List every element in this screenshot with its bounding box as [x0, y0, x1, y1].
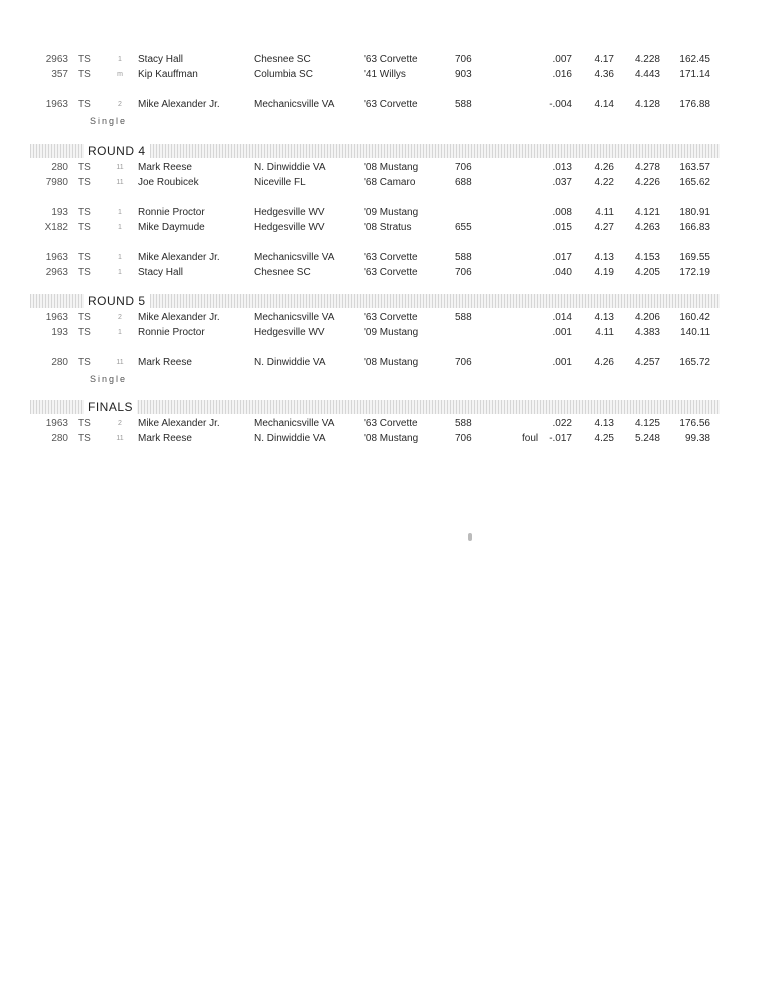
car-number: 193	[51, 207, 68, 218]
result-row	[0, 356, 768, 370]
hometown: Hedgesville WV	[254, 222, 325, 233]
round-title: ROUND 4	[84, 144, 150, 158]
speed-mph: 176.88	[679, 99, 710, 110]
result-row	[0, 417, 768, 431]
sixty-foot: 4.13	[594, 252, 614, 263]
driver-name: Mark Reese	[138, 433, 192, 444]
vehicle: '41 Willys	[364, 69, 406, 80]
result-row	[0, 432, 768, 446]
lane: 11	[116, 359, 124, 366]
vehicle: '68 Camaro	[364, 177, 416, 188]
elapsed-time: 4.125	[634, 418, 660, 429]
lane: 1	[118, 254, 122, 261]
hometown: N. Dinwiddie VA	[254, 162, 326, 173]
result-row	[0, 311, 768, 325]
driver-name: Kip Kauffman	[138, 69, 198, 80]
lane: m	[117, 71, 123, 78]
hometown: Columbia SC	[254, 69, 313, 80]
single-label: Single	[90, 116, 128, 126]
foul-flag: foul	[522, 433, 539, 444]
scan-smudge	[468, 533, 472, 541]
speed-mph: 176.56	[679, 418, 710, 429]
sixty-foot: 4.22	[594, 177, 614, 188]
class: TS	[78, 69, 91, 80]
lane: 1	[118, 224, 122, 231]
driver-name: Mark Reese	[138, 162, 192, 173]
class: TS	[78, 418, 91, 429]
lane: 11	[116, 435, 124, 442]
reaction-time: -.017	[549, 433, 572, 444]
driver-name: Mike Daymude	[138, 222, 205, 233]
round-title: FINALS	[84, 400, 137, 414]
car-number: 1963	[45, 312, 68, 323]
elapsed-time: 4.206	[634, 312, 660, 323]
elapsed-time: 4.443	[634, 69, 660, 80]
class: TS	[78, 222, 91, 233]
driver-name: Mike Alexander Jr.	[138, 418, 220, 429]
car-number: 280	[51, 433, 68, 444]
reaction-time: .016	[552, 69, 572, 80]
vehicle: '08 Mustang	[364, 433, 419, 444]
speed-mph: 166.83	[679, 222, 710, 233]
car-number: 2963	[45, 267, 68, 278]
elapsed-time: 4.121	[634, 207, 660, 218]
hometown: Hedgesville WV	[254, 207, 325, 218]
hometown: N. Dinwiddie VA	[254, 357, 326, 368]
sixty-foot: 4.11	[595, 207, 614, 218]
dial: 588	[455, 99, 472, 110]
reaction-time: .015	[552, 222, 572, 233]
lane: 1	[118, 269, 122, 276]
sixty-foot: 4.13	[594, 312, 614, 323]
car-number: 2963	[45, 54, 68, 65]
reaction-time: .040	[552, 267, 572, 278]
result-row	[0, 206, 768, 220]
result-row	[0, 221, 768, 235]
dial: 706	[455, 54, 472, 65]
speed-mph: 172.19	[679, 267, 710, 278]
dial: 706	[455, 357, 472, 368]
reaction-time: .001	[552, 327, 572, 338]
lane: 2	[118, 101, 122, 108]
car-number: 357	[51, 69, 68, 80]
car-number: 1963	[45, 418, 68, 429]
class: TS	[78, 207, 91, 218]
dial: 706	[455, 267, 472, 278]
driver-name: Ronnie Proctor	[138, 327, 205, 338]
driver-name: Mike Alexander Jr.	[138, 252, 220, 263]
class: TS	[78, 252, 91, 263]
speed-mph: 99.38	[684, 433, 710, 444]
sixty-foot: 4.19	[594, 267, 614, 278]
dial: 588	[455, 252, 472, 263]
round-title: ROUND 5	[84, 294, 150, 308]
speed-mph: 163.57	[679, 162, 710, 173]
reaction-time: .017	[552, 252, 572, 263]
vehicle: '08 Mustang	[364, 162, 419, 173]
vehicle: '63 Corvette	[364, 54, 418, 65]
dial: 688	[455, 177, 472, 188]
vehicle: '63 Corvette	[364, 312, 418, 323]
car-number: 193	[51, 327, 68, 338]
speed-mph: 165.72	[679, 357, 710, 368]
lane: 1	[118, 329, 122, 336]
result-row	[0, 68, 768, 82]
sixty-foot: 4.27	[594, 222, 614, 233]
reaction-time: .007	[552, 54, 572, 65]
lane: 2	[118, 420, 122, 427]
speed-mph: 165.62	[679, 177, 710, 188]
dial: 706	[455, 162, 472, 173]
class: TS	[78, 312, 91, 323]
hometown: Mechanicsville VA	[254, 99, 335, 110]
speed-mph: 140.11	[680, 327, 710, 338]
class: TS	[78, 162, 91, 173]
speed-mph: 169.55	[679, 252, 710, 263]
reaction-time: .014	[552, 312, 572, 323]
reaction-time: .013	[552, 162, 572, 173]
hometown: Niceville FL	[254, 177, 306, 188]
vehicle: '63 Corvette	[364, 252, 418, 263]
class: TS	[78, 54, 91, 65]
sixty-foot: 4.13	[594, 418, 614, 429]
sixty-foot: 4.17	[594, 54, 614, 65]
driver-name: Ronnie Proctor	[138, 207, 205, 218]
elapsed-time: 4.226	[634, 177, 660, 188]
vehicle: '63 Corvette	[364, 99, 418, 110]
driver-name: Stacy Hall	[138, 267, 184, 278]
dial: 588	[455, 312, 472, 323]
driver-name: Mike Alexander Jr.	[138, 312, 220, 323]
sixty-foot: 4.26	[594, 162, 614, 173]
sixty-foot: 4.25	[594, 433, 614, 444]
speed-mph: 160.42	[679, 312, 710, 323]
result-row	[0, 53, 768, 67]
elapsed-time: 4.263	[634, 222, 660, 233]
car-number: 1963	[45, 252, 68, 263]
elapsed-time: 4.205	[634, 267, 660, 278]
class: TS	[78, 99, 91, 110]
result-row	[0, 266, 768, 280]
reaction-time: .022	[552, 418, 572, 429]
result-row	[0, 251, 768, 265]
reaction-time: -.004	[549, 99, 572, 110]
elapsed-time: 4.153	[634, 252, 660, 263]
vehicle: '09 Mustang	[364, 327, 419, 338]
elapsed-time: 4.128	[634, 99, 660, 110]
speed-mph: 180.91	[679, 207, 710, 218]
lane: 1	[118, 209, 122, 216]
vehicle: '08 Mustang	[364, 357, 419, 368]
speed-mph: 162.45	[679, 54, 710, 65]
vehicle: '63 Corvette	[364, 418, 418, 429]
car-number: X182	[44, 222, 68, 233]
hometown: Mechanicsville VA	[254, 252, 335, 263]
elapsed-time: 5.248	[634, 433, 660, 444]
class: TS	[78, 177, 91, 188]
class: TS	[78, 267, 91, 278]
hometown: Hedgesville WV	[254, 327, 325, 338]
class: TS	[78, 327, 91, 338]
elapsed-time: 4.228	[634, 54, 660, 65]
vehicle: '09 Mustang	[364, 207, 419, 218]
dial: 588	[455, 418, 472, 429]
reaction-time: .008	[552, 207, 572, 218]
reaction-time: .001	[552, 357, 572, 368]
driver-name: Stacy Hall	[138, 54, 184, 65]
lane: 11	[116, 164, 124, 171]
car-number: 1963	[45, 99, 68, 110]
vehicle: '08 Stratus	[364, 222, 412, 233]
lane: 2	[118, 314, 122, 321]
sixty-foot: 4.14	[594, 99, 614, 110]
elapsed-time: 4.278	[634, 162, 660, 173]
result-row	[0, 176, 768, 190]
driver-name: Mark Reese	[138, 357, 192, 368]
dial: 706	[455, 433, 472, 444]
result-row	[0, 98, 768, 112]
sixty-foot: 4.11	[595, 327, 614, 338]
sixty-foot: 4.36	[594, 69, 614, 80]
dial: 903	[455, 69, 472, 80]
lane: 11	[116, 179, 124, 186]
hometown: Mechanicsville VA	[254, 418, 335, 429]
hometown: N. Dinwiddie VA	[254, 433, 326, 444]
class: TS	[78, 433, 91, 444]
class: TS	[78, 357, 91, 368]
single-label: Single	[90, 374, 128, 384]
elapsed-time: 4.383	[634, 327, 660, 338]
sixty-foot: 4.26	[594, 357, 614, 368]
car-number: 7980	[45, 177, 68, 188]
vehicle: '63 Corvette	[364, 267, 418, 278]
result-row	[0, 326, 768, 340]
driver-name: Joe Roubicek	[138, 177, 199, 188]
hometown: Mechanicsville VA	[254, 312, 335, 323]
reaction-time: .037	[552, 177, 572, 188]
driver-name: Mike Alexander Jr.	[138, 99, 220, 110]
lane: 1	[118, 56, 122, 63]
car-number: 280	[51, 162, 68, 173]
dial: 655	[455, 222, 472, 233]
hometown: Chesnee SC	[254, 54, 311, 65]
car-number: 280	[51, 357, 68, 368]
hometown: Chesnee SC	[254, 267, 311, 278]
speed-mph: 171.14	[679, 69, 710, 80]
elapsed-time: 4.257	[634, 357, 660, 368]
result-row	[0, 161, 768, 175]
